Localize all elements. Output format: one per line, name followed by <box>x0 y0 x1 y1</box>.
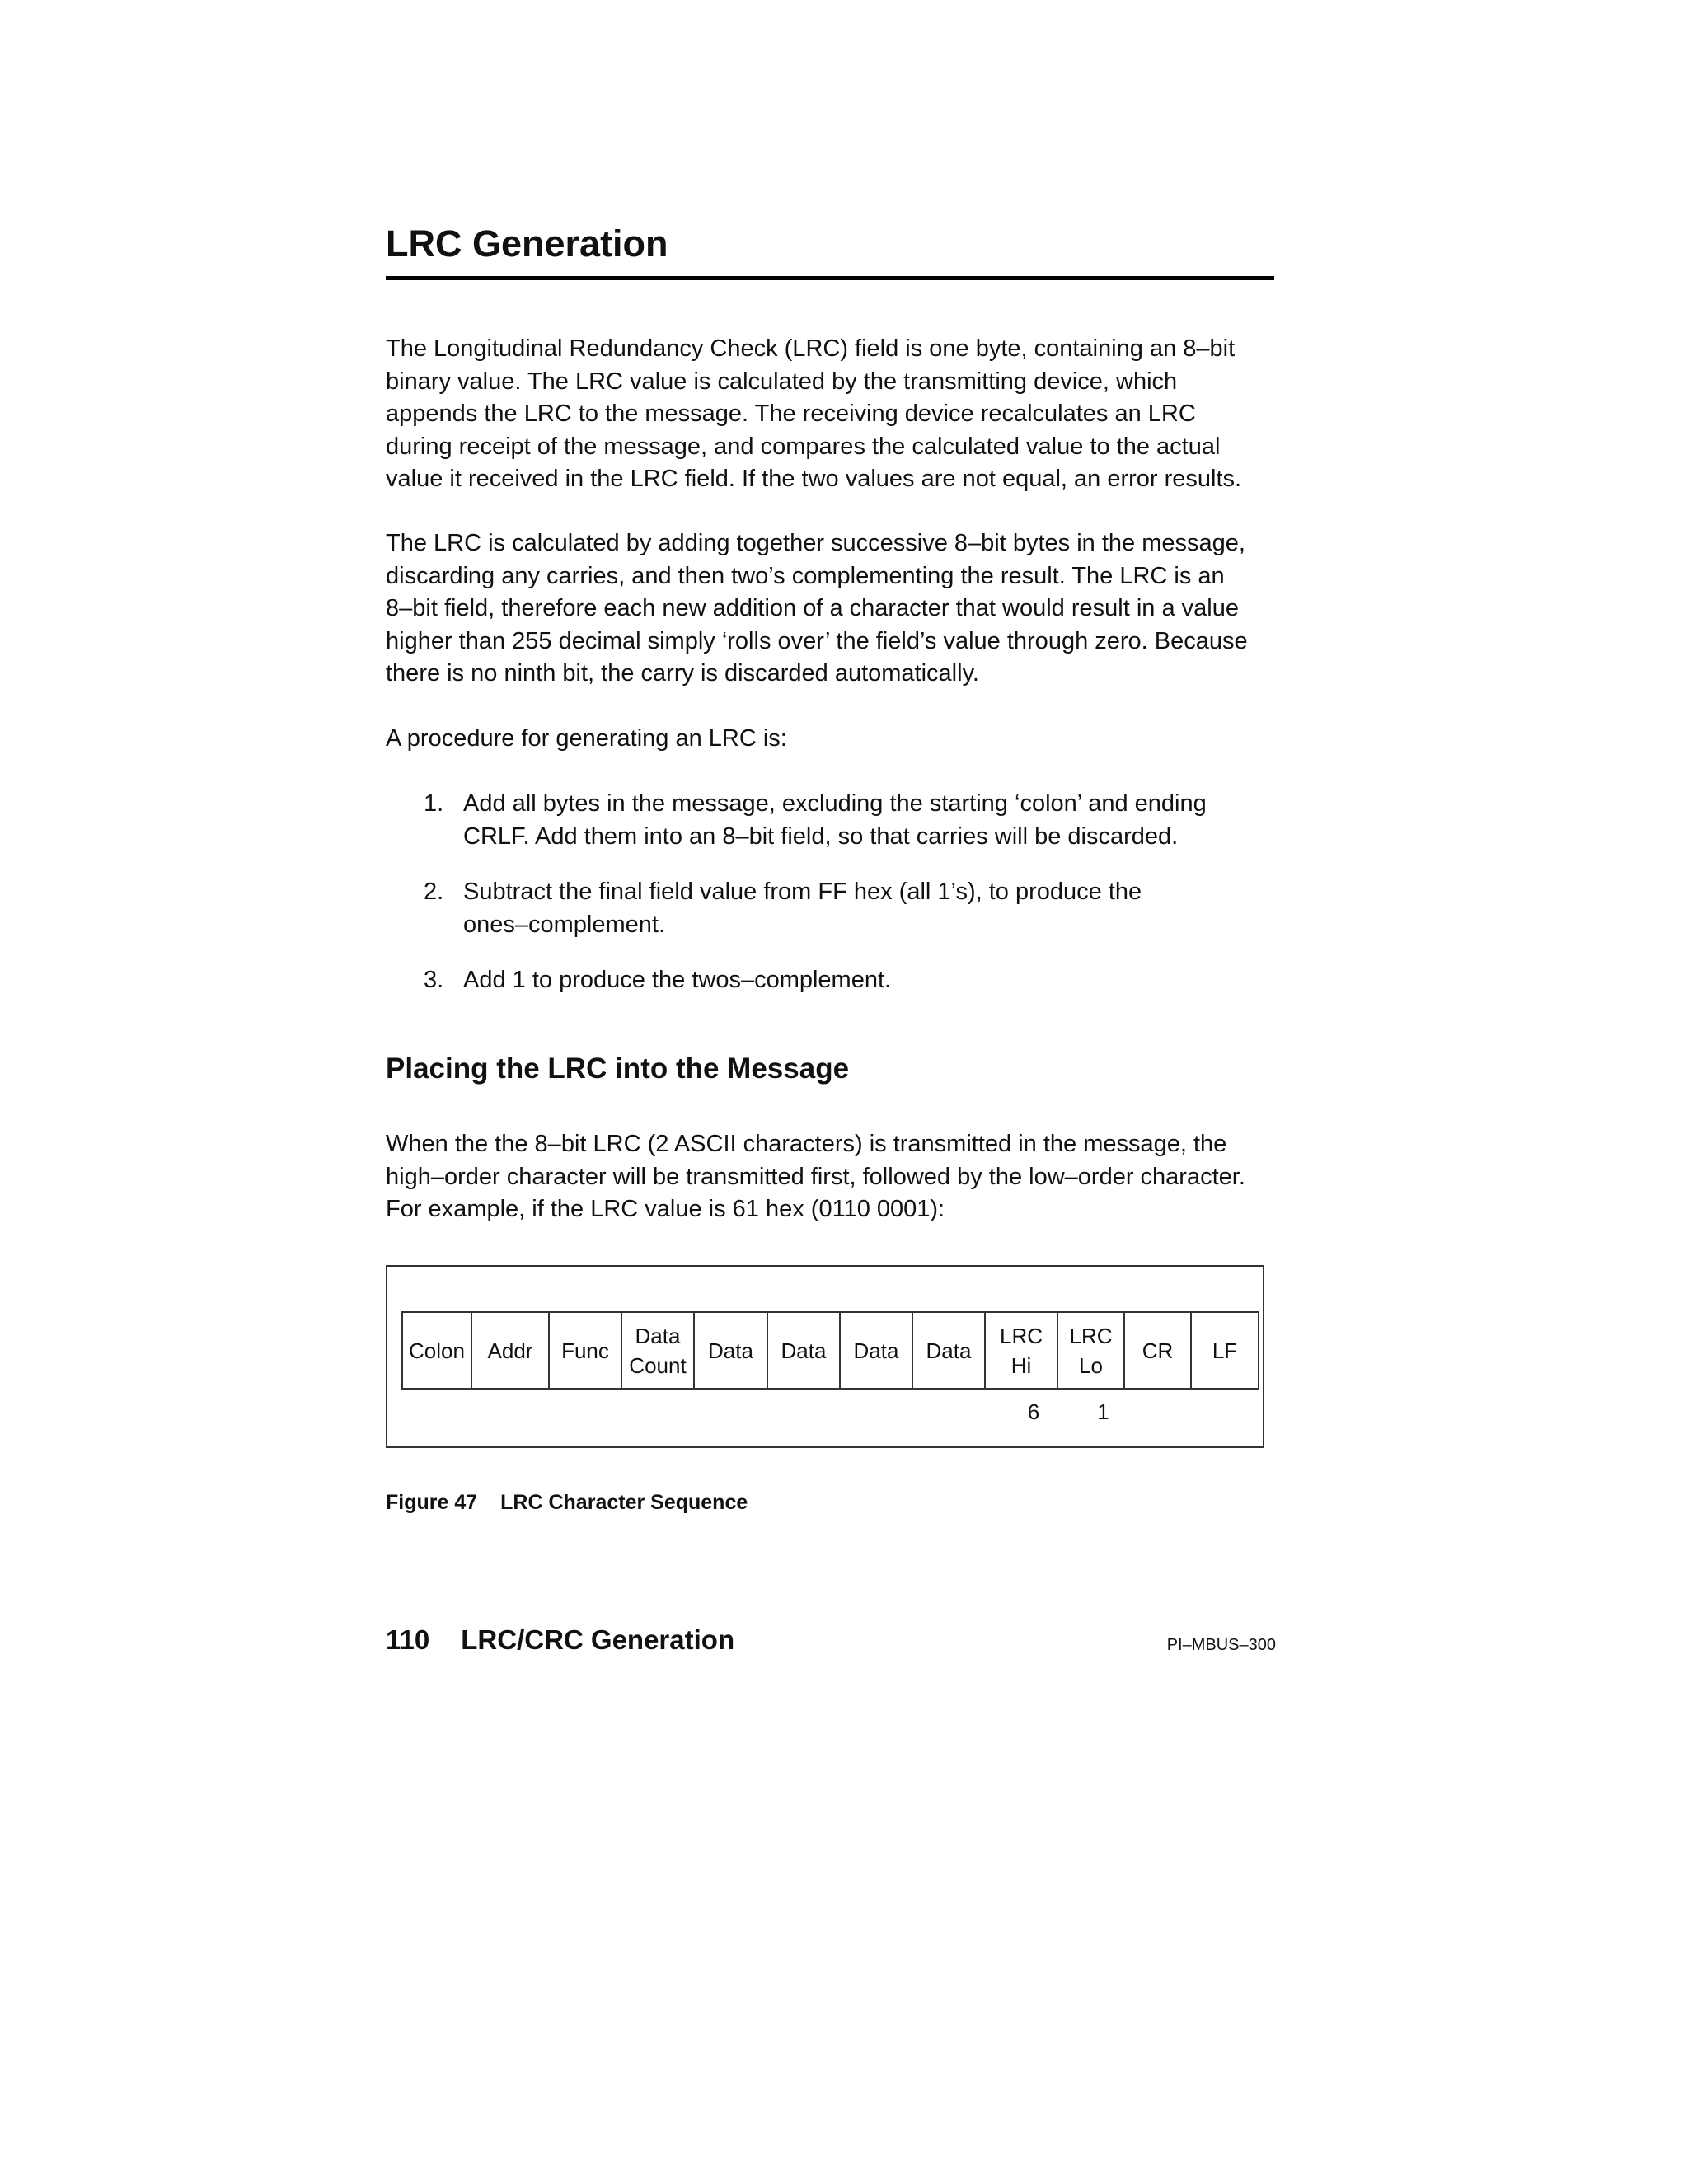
paragraph-line: during receipt of the message, and compares the calculated value to the actual <box>386 433 1221 460</box>
cell-text: Data <box>708 1338 753 1363</box>
step-number: 3. <box>424 967 444 993</box>
lrc-sequence-figure <box>386 1265 1264 1448</box>
sequence-row <box>402 1312 1259 1389</box>
paragraph-line: value it received in the LRC field. If the two values are not equal, an error results. <box>386 466 1242 492</box>
figure-label: Figure 47 <box>386 1491 478 1514</box>
document-id: PI–MBUS–300 <box>1166 1636 1276 1654</box>
paragraph-line: appends the LRC to the message. The receiving device recalculates an LRC <box>386 401 1196 427</box>
subsection-title: Placing the LRC into the Message <box>386 1052 850 1085</box>
step-text <box>463 787 1207 853</box>
cell-text: Count <box>629 1352 687 1378</box>
step-text <box>463 875 1142 941</box>
character-sequence-table <box>401 1311 1259 1390</box>
cell-text: CR <box>1142 1338 1174 1363</box>
paragraph-line: high–order character will be transmitted first, followed by the low–order character. <box>386 1163 1245 1190</box>
sequence-cell <box>985 1312 1057 1389</box>
figure-caption <box>386 1488 748 1516</box>
cell-text: Hi <box>1010 1352 1032 1378</box>
cell-text: LRC <box>999 1323 1043 1348</box>
chapter-title: LRC/CRC Generation <box>461 1624 735 1655</box>
step-number: 1. <box>424 790 444 817</box>
step-line: ones–complement. <box>463 912 666 938</box>
sequence-cell <box>621 1312 694 1389</box>
sequence-cell <box>912 1312 985 1389</box>
paragraph-line: The Longitudinal Redundancy Check (LRC) field is one byte, containing an 8–bit <box>386 335 1236 362</box>
page-number: 110 <box>386 1624 430 1655</box>
cell-text: Data <box>853 1338 899 1363</box>
paragraph-line: The LRC is calculated by adding together successive 8–bit bytes in the message, <box>386 530 1245 556</box>
page-footer <box>386 1622 734 1658</box>
paragraph-line: discarding any carries, and then two’s complementing the result. The LRC is an <box>386 562 1225 589</box>
cell-text: LRC <box>1069 1323 1113 1348</box>
step-line: Add all bytes in the message, excluding the starting ‘colon’ and ending <box>463 790 1207 817</box>
sequence-cell <box>1191 1312 1259 1389</box>
sequence-cell <box>767 1312 840 1389</box>
title-rule <box>386 276 1274 280</box>
paragraph-lrc-intro <box>386 333 1280 496</box>
paragraph-line: For example, if the LRC value is 61 hex (0110 0001): <box>386 1196 945 1222</box>
sequence-cell <box>471 1312 549 1389</box>
paragraph-procedure-intro: A procedure for generating an LRC is: <box>386 725 787 752</box>
paragraph-line: When the the 8–bit LRC (2 ASCII characters) is transmitted in the message, the <box>386 1131 1227 1157</box>
cell-text: LF <box>1212 1338 1238 1363</box>
sequence-cell <box>1057 1312 1124 1389</box>
lrc-lo-value: 1 <box>1097 1399 1109 1424</box>
paragraph-line: 8–bit field, therefore each new addition of a character that would result in a value <box>386 595 1239 621</box>
lrc-hi-value: 6 <box>1027 1399 1040 1424</box>
cell-text: Data <box>781 1338 827 1363</box>
paragraph-line: there is no ninth bit, the carry is discarded automatically. <box>386 660 979 687</box>
paragraph-line: higher than 255 decimal simply ‘rolls over’ the field’s value through zero. Because <box>386 627 1248 654</box>
paragraph-lrc-placement <box>386 1128 1280 1226</box>
paragraph-lrc-calculation <box>386 527 1280 691</box>
step-number: 2. <box>424 879 444 905</box>
cell-text: Func <box>561 1338 609 1363</box>
step-line: CRLF. Add them into an 8–bit field, so that carries will be discarded. <box>463 823 1179 850</box>
cell-text: Lo <box>1079 1352 1103 1378</box>
sequence-cell <box>402 1312 471 1389</box>
cell-text: Data <box>635 1323 681 1348</box>
step-text <box>463 963 891 996</box>
cell-text: Colon <box>409 1338 465 1363</box>
paragraph-line: binary value. The LRC value is calculated by the transmitting device, which <box>386 368 1178 395</box>
sequence-cell <box>549 1312 621 1389</box>
sequence-cell <box>840 1312 912 1389</box>
cell-text: Data <box>926 1338 972 1363</box>
sequence-cell <box>1124 1312 1191 1389</box>
figure-caption-text: LRC Character Sequence <box>500 1491 748 1514</box>
section-title: LRC Generation <box>386 223 668 265</box>
document-page <box>386 0 1276 2184</box>
step-line: Add 1 to produce the twos–complement. <box>463 967 892 993</box>
sequence-cell <box>694 1312 767 1389</box>
cell-text: Addr <box>487 1338 533 1363</box>
step-line: Subtract the final field value from FF hex (all 1’s), to produce the <box>463 879 1142 905</box>
